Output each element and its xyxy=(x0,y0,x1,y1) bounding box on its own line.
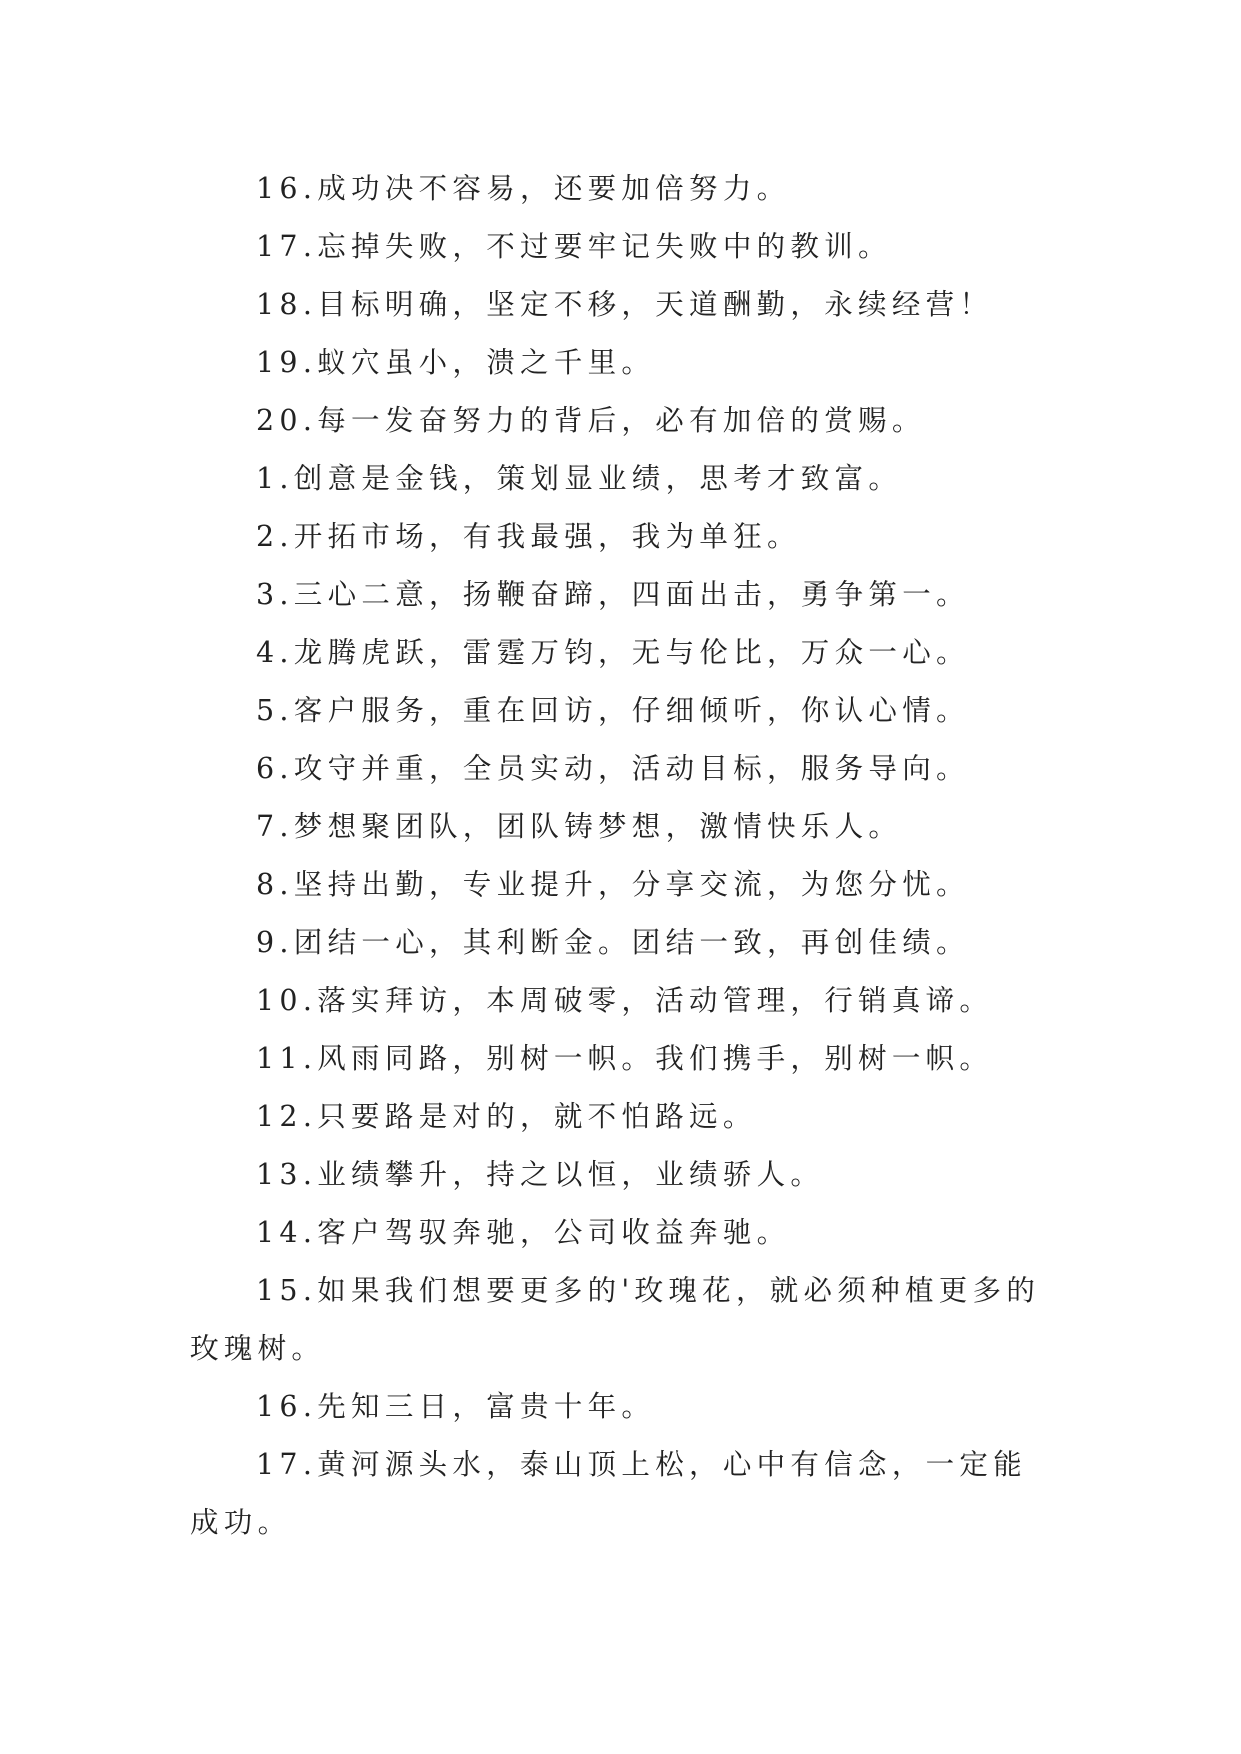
paragraph: 5.客户服务，重在回访，仔细倾听，你认心情。 xyxy=(256,694,970,727)
paragraph: 8.坚持出勤，专业提升，分享交流，为您分忧。 xyxy=(256,868,970,901)
paragraph: 17.黄河源头水，泰山顶上松，心中有信念，一定能成功。 xyxy=(190,1448,1028,1539)
paragraph: 1.创意是金钱，策划显业绩，思考才致富。 xyxy=(256,462,903,495)
paragraph: 7.梦想聚团队，团队铸梦想，激情快乐人。 xyxy=(256,810,903,843)
paragraph: 10.落实拜访，本周破零，活动管理，行销真谛。 xyxy=(256,984,994,1017)
paragraph: 4.龙腾虎跃，雷霆万钧，无与伦比，万众一心。 xyxy=(256,636,970,669)
paragraph: 14.客户驾驭奔驰，公司收益奔驰。 xyxy=(256,1216,791,1249)
paragraph: 9.团结一心，其利断金。团结一致，再创佳绩。 xyxy=(256,926,970,959)
paragraph: 3.三心二意，扬鞭奋蹄，四面出击，勇争第一。 xyxy=(256,578,970,611)
paragraph: 16.成功决不容易，还要加倍努力。 xyxy=(256,172,791,205)
paragraph: 19.蚁穴虽小，溃之千里。 xyxy=(256,346,656,379)
paragraph: 6.攻守并重，全员实动，活动目标，服务导向。 xyxy=(256,752,970,785)
paragraph: 17.忘掉失败，不过要牢记失败中的教训。 xyxy=(256,230,892,263)
paragraph: 15.如果我们想要更多的'玫瑰花，就必须种植更多的玫瑰树。 xyxy=(190,1274,1041,1365)
paragraph: 20.每一发奋努力的背后，必有加倍的赏赐。 xyxy=(256,404,926,437)
paragraph: 12.只要路是对的，就不怕路远。 xyxy=(256,1100,757,1133)
paragraph: 2.开拓市场，有我最强，我为单狂。 xyxy=(256,520,801,553)
paragraph: 16.先知三日，富贵十年。 xyxy=(256,1390,656,1423)
paragraph: 13.业绩攀升，持之以恒，业绩骄人。 xyxy=(256,1158,825,1191)
paragraph: 18.目标明确，坚定不移，天道酬勤，永续经营！ xyxy=(256,288,994,321)
paragraph: 11.风雨同路，别树一帜。我们携手，别树一帜。 xyxy=(256,1042,994,1075)
document-body xyxy=(190,160,1060,1552)
